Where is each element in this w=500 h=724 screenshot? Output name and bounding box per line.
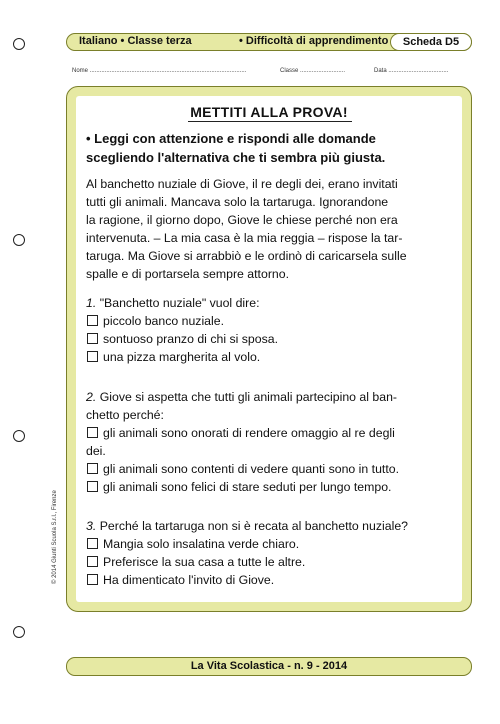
- question-text: 1. "Banchetto nuziale" vuol dire:: [86, 296, 260, 310]
- question-text-cont: chetto perché:: [86, 408, 164, 422]
- checkbox[interactable]: [87, 463, 98, 474]
- copyright-note: [52, 490, 60, 724]
- question-3: [86, 517, 458, 589]
- story-line: la ragione, il giorno dopo, Giove le chiese perché non era: [86, 213, 398, 227]
- difficulty-label: • Difficoltà di apprendimento: [239, 35, 389, 47]
- instruction-text: [86, 129, 458, 167]
- date-field[interactable]: Data ....................................: [374, 68, 449, 74]
- binder-hole-1: [13, 38, 25, 50]
- checkbox[interactable]: [87, 556, 98, 567]
- instruction-line: scegliendo l'alternativa che ti sembra più giusta.: [86, 150, 386, 165]
- question-2: [86, 388, 458, 496]
- copyright-text: © 2014 Giunti Scuola S.r.l., Firenze: [52, 490, 58, 584]
- story-line: intervenuta. – La mia casa è la mia reggia – rispose la tar-: [86, 231, 403, 245]
- answer-option[interactable]: una pizza margherita al volo.: [86, 348, 458, 366]
- checkbox[interactable]: [87, 315, 98, 326]
- story-line: tutti gli animali. Mancava solo la tartaruga. Ignorandone: [86, 195, 389, 209]
- story-text: [86, 175, 458, 283]
- answer-option[interactable]: gli animali sono contenti di vedere quanti sono in tutto.: [86, 460, 458, 478]
- answer-option[interactable]: gli animali sono felici di stare seduti per lungo tempo.: [86, 478, 458, 496]
- question-number: 2.: [86, 390, 97, 404]
- question-number: 3.: [86, 519, 97, 533]
- exercise-title: METTITI ALLA PROVA!: [190, 104, 348, 120]
- answer-option[interactable]: Ha dimenticato l'invito di Giove.: [86, 571, 458, 589]
- name-field[interactable]: Nome ..............................................................................................: [72, 68, 247, 74]
- exercise-content: [76, 96, 462, 602]
- checkbox[interactable]: [87, 574, 98, 585]
- checkbox[interactable]: [87, 538, 98, 549]
- header-bar: [66, 33, 472, 51]
- class-field[interactable]: Classe ...........................: [280, 68, 346, 74]
- binder-hole-2: [13, 234, 25, 246]
- answer-option[interactable]: gli animali sono onorati di rendere omaggio al re degli: [86, 424, 458, 442]
- sheet-badge: Scheda D5: [390, 33, 472, 51]
- subject-label: Italiano • Classe terza: [79, 35, 192, 47]
- question-1: [86, 294, 458, 366]
- story-line: taruga. Ma Giove si arrabbiò e le ordinò di caricarsela sulle: [86, 249, 407, 263]
- checkbox[interactable]: [87, 481, 98, 492]
- exercise-panel: [66, 86, 472, 612]
- title-underline: [188, 121, 352, 122]
- question-number: 1.: [86, 296, 97, 310]
- binder-hole-3: [13, 430, 25, 442]
- answer-option[interactable]: piccolo banco nuziale.: [86, 312, 458, 330]
- story-line: Al banchetto nuziale di Giove, il re degli dei, erano invitati: [86, 177, 398, 191]
- footer-bar: La Vita Scolastica - n. 9 - 2014: [66, 657, 472, 676]
- answer-option[interactable]: Mangia solo insalatina verde chiaro.: [86, 535, 458, 553]
- answer-option[interactable]: sontuoso pranzo di chi si sposa.: [86, 330, 458, 348]
- instruction-line: • Leggi con attenzione e rispondi alle domande: [86, 131, 376, 146]
- question-text: 3. Perché la tartaruga non si è recata al banchetto nuziale?: [86, 519, 408, 533]
- checkbox[interactable]: [87, 427, 98, 438]
- question-text: 2. Giove si aspetta che tutti gli animali partecipino al ban-: [86, 390, 398, 404]
- checkbox[interactable]: [87, 351, 98, 362]
- checkbox[interactable]: [87, 333, 98, 344]
- story-line: spalle e di portarsela sempre attorno.: [86, 267, 290, 281]
- binder-hole-4: [13, 626, 25, 638]
- answer-option[interactable]: Preferisce la sua casa a tutte le altre.: [86, 553, 458, 571]
- answer-option-cont: dei.: [86, 444, 106, 458]
